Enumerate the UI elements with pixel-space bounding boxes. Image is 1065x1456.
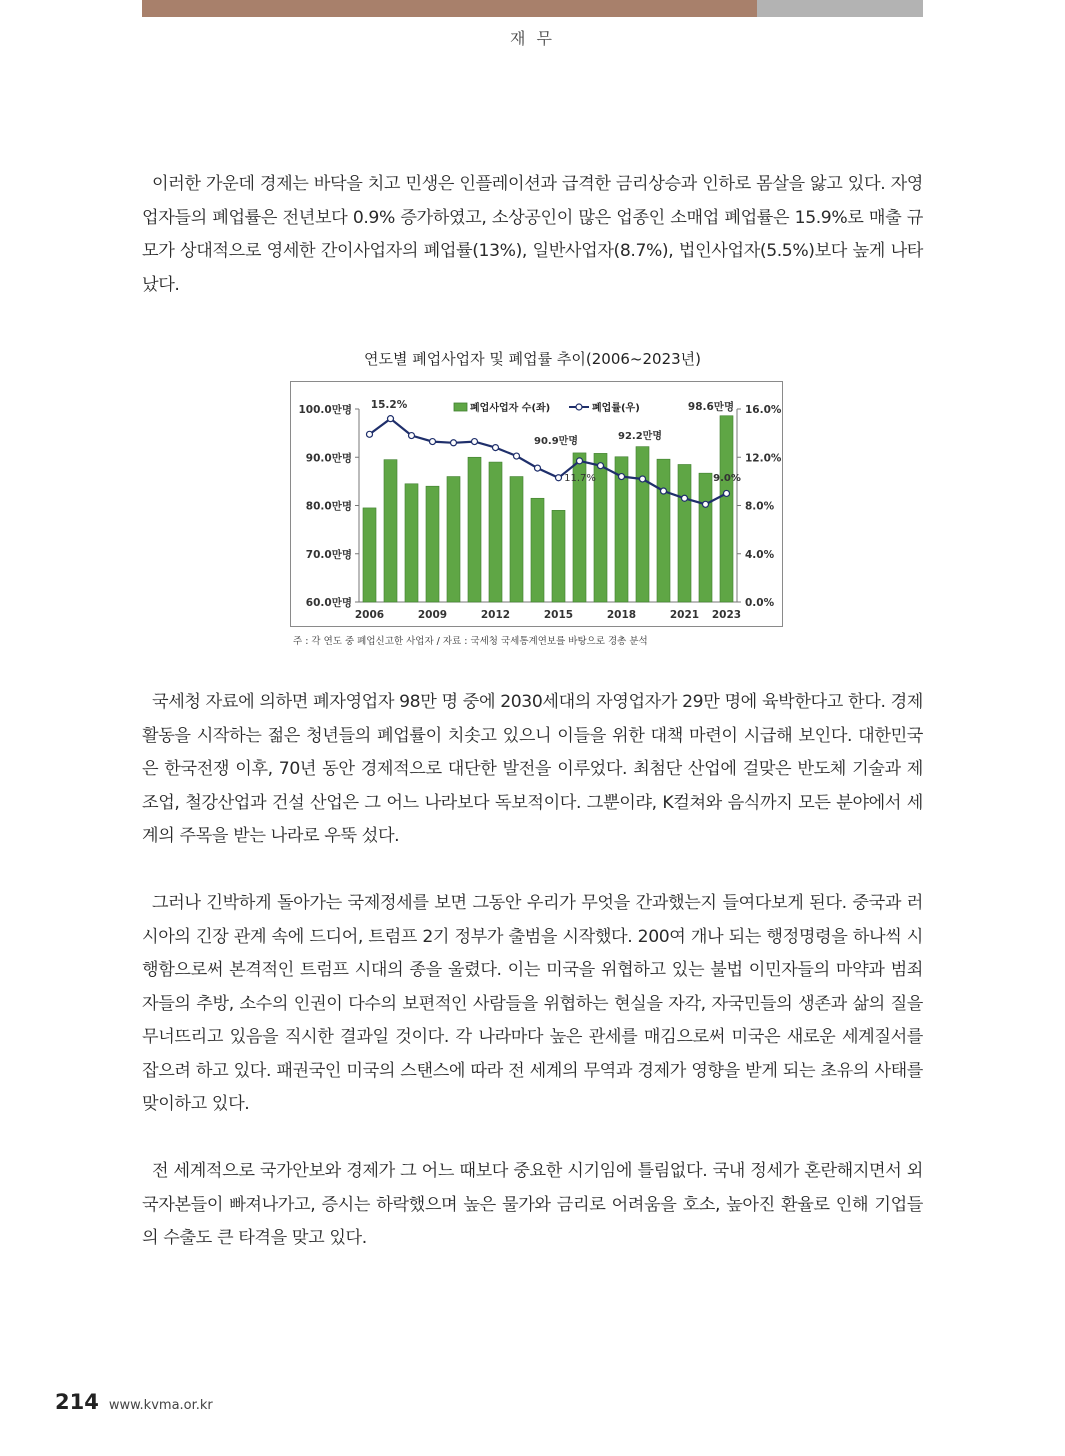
left-axis-label: 100.0만명 [298,404,352,416]
bar-2021 [678,464,691,602]
bar-2015 [552,510,565,602]
x-axis-label-2018: 2018 [606,609,637,621]
rate-point-2015 [556,475,562,481]
footer-website: www.kvma.or.kr [108,1398,213,1413]
legend-bar-label: 폐업사업자 수(좌) [470,403,551,414]
rate-point-2006 [367,431,373,437]
right-axis-label: 16.0% [745,404,782,416]
bar-2007 [384,460,397,602]
rate-point-2012 [493,445,499,451]
legend-bar-swatch [454,403,467,411]
rate-point-2023 [724,490,730,496]
top-bar-gray [757,0,923,17]
right-axis-label: 0.0% [745,597,775,609]
annotation-rate-2016: 11.7% [564,473,596,484]
rate-point-2013 [514,453,520,459]
bar-2012 [489,462,502,602]
bar-2009 [426,486,439,602]
annotation-count-2016: 90.9만명 [534,436,578,447]
bar-2014 [531,498,544,602]
rate-point-2009 [430,439,436,445]
annotation-rate-2007: 15.2% [370,399,408,411]
rate-point-2010 [451,440,457,446]
bar-2023 [720,416,733,602]
annotation-count-2019: 92.2만명 [618,431,662,442]
paragraph-4: 전 세계적으로 국가안보와 경제가 그 어느 때보다 중요한 시기임에 틀림없다. 국내 정세가 혼란해지면서 외국자본들이 빠져나가고, 증시는 하락했으며 높은 물가와 금리로 어려움을 호소, 높아진 환율로 인해 기업들의 수출도 큰 타격을 맞고 있다. [142,1161,923,1248]
annotation-count-2023: 98.6만명 [687,401,735,413]
legend-line-label: 폐업률(우) [592,403,640,414]
page-number: 214 [55,1390,99,1414]
legend-marker-swatch [576,404,582,410]
x-axis-label-2023: 2023 [711,609,742,621]
bar-2022 [699,473,712,602]
rate-series-line [370,419,727,505]
paragraph-2: 국세청 자료에 의하면 폐자영업자 98만 명 중에 2030세대의 자영업자가 29만 명에 육박한다고 한다. 경제활동을 시작하는 젊은 청년들의 폐업률이 치솟고 있으니 이들을 위한 대책 마련이 시급해 보인다. 대한민국은 한국전쟁 이후, 70년 동안 경제적으로 대단한 발전을 이루었다. 최첨단 산업에 걸맞은 반도체 기술과 제조업, 철강산업과 건설 산업은 그 어느 나라보다 독보적이다. 그뿐이랴, K컬쳐와 음식까지 모든 분야에서 세계의 주목을 받는 나라로 우뚝 섰다. [142,692,923,846]
paragraph-3: 그러나 긴박하게 돌아가는 국제정세를 보면 그동안 우리가 무엇을 간과했는지 들여다보게 된다. 중국과 러시아의 긴장 관계 속에 드디어, 트럼프 2기 정부가 출범을 시작했다. 200여 개나 되는 행정명령을 하나씩 시행함으로써 본격적인 트럼프 시대의 종을 울렸다. 이는 미국을 위협하고 있는 불법 이민자들의 마약과 범죄자들의 추방, 소수의 인권이 다수의 보편적인 사람들을 위협하는 현실을 자각, 자국민들의 생존과 삶의 질을 무너뜨리고 있음을 직시한 결과일 것이다. 각 나라마다 높은 관세를 매김으로써 미국은 새로운 세계질서를 잡으려 하고 있다. 패권국인 미국의 스탠스에 따라 전 세계의 무역과 경제가 영향을 받게 되는 초유의 사태를 맞이하고 있다. [142,893,923,1114]
rate-point-2011 [472,439,478,445]
rate-point-2020 [661,488,667,494]
top-bar-brown [142,0,757,17]
section-title: 재 무 [510,29,555,48]
rate-point-2017 [598,463,604,469]
x-axis-label-2021: 2021 [669,609,700,621]
bar-2008 [405,484,418,602]
rate-point-2018 [619,474,625,480]
bar-2006 [363,508,376,602]
rate-point-2014 [535,465,541,471]
right-axis-label: 4.0% [745,548,775,561]
right-axis-label: 12.0% [745,452,782,465]
bar-2017 [594,453,607,602]
chart-source-note: 주 : 각 연도 중 폐업신고한 사업자 / 자료 : 국세청 국세통계연보를 바탕으로 경총 분석 [293,636,648,647]
top-color-bar [142,0,923,17]
rate-point-2022 [703,501,709,507]
paragraph-1: 이러한 가운데 경제는 바닥을 치고 민생은 인플레이션과 급격한 금리상승과 인하로 몸살을 앓고 있다. 자영업자들의 폐업률은 전년보다 0.9% 증가하였고, 소상공인이 많은 업종인 소매업 폐업률은 15.9%로 매출 규모가 상대적으로 영세한 간이사업자의 폐업률(13%), 일반사업자(8.7%), 법인사업자(5.5%)보다 높게 나타났다. [142,174,923,295]
bar-2020 [657,459,670,602]
x-axis-label-2006: 2006 [354,609,385,621]
bar-2013 [510,477,523,602]
left-axis-label: 90.0만명 [305,452,352,465]
annotation-rate-2023: 9.0% [713,473,741,484]
bar-2010 [447,477,460,602]
chart-title: 연도별 폐업사업자 및 폐업률 추이(2006~2023년) [363,350,702,368]
x-axis-label-2015: 2015 [543,609,574,621]
left-axis-label: 70.0만명 [305,548,352,561]
left-axis-label: 60.0만명 [305,597,352,609]
bar-2019 [636,447,649,602]
right-axis-label: 8.0% [745,500,775,513]
page-footer [55,1390,213,1414]
rate-point-2021 [682,495,688,501]
x-axis-label-2012: 2012 [480,609,511,621]
rate-point-2019 [640,476,646,482]
rate-point-2008 [409,433,415,439]
legend [454,401,640,414]
left-axis-label: 80.0만명 [305,500,352,513]
chart-svg [291,382,784,628]
chart-frame [290,381,783,627]
bar-2011 [468,457,481,602]
x-axis-label-2009: 2009 [417,609,448,621]
rate-point-2016 [577,458,583,464]
rate-point-2007 [388,416,394,422]
